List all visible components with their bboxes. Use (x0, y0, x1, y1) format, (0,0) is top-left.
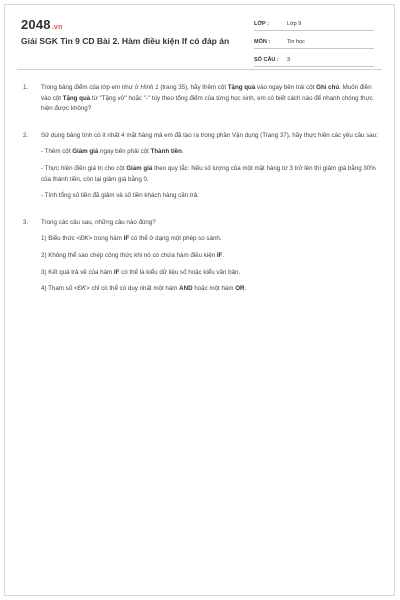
text-run-bold: OR (235, 285, 245, 293)
meta-row-subject (254, 35, 374, 49)
question-1 (5, 83, 394, 115)
logo-main: 2048 (21, 17, 51, 32)
logo-suffix: .vn (51, 24, 63, 31)
meta-info (254, 17, 374, 71)
meta-value: 3 (287, 56, 291, 63)
site-logo[interactable] (21, 17, 62, 32)
text-run: vào ngay bên trái cột (255, 84, 317, 91)
question-3 (5, 218, 394, 295)
sub-item-2 (41, 164, 380, 185)
question-text: Trong các câu sau, những câu nào đúng? (41, 218, 156, 226)
statement-1 (41, 234, 380, 245)
text-run: 2) Không thể sao chép công thức khi nó có chứa hàm điều kiện (41, 251, 217, 259)
statement-4 (41, 284, 380, 295)
document-header (5, 5, 394, 67)
text-run: . (222, 251, 225, 259)
text-run-italic: Hình 1 (140, 84, 159, 91)
header-divider (17, 69, 382, 70)
text-run: 1) Biểu thức (41, 235, 77, 243)
sub-item-3 (41, 191, 380, 202)
text-run-bold: Thành tiền (150, 148, 182, 156)
text-run: có thể ở dạng một phép so sánh. (129, 235, 222, 243)
text-run: trong hàm (92, 235, 124, 243)
meta-label: LỚP : (254, 20, 269, 27)
text-run-italic: <ĐK> (73, 285, 90, 293)
text-run-bold: Tặng quà (227, 84, 256, 91)
text-run: theo quy tắc: Nếu số lượng của một mặt hàng từ 3 trở lên thì giảm giá bằng 30% của thành tiền, còn lại giảm giá bằng 0. (41, 164, 376, 183)
text-run: . Muốn điền vào cột (41, 84, 372, 102)
text-run: ngay bên phải cột (98, 148, 151, 156)
text-run: - Tính tổng số tiền đã giảm và số tiền khách hàng cần trả. (41, 192, 199, 200)
statement-3 (41, 268, 380, 279)
text-run: - Thực hiện điền giá trị cho cột (41, 164, 127, 172)
text-run: (trang 35), hãy thêm cột (158, 84, 228, 91)
text-run: có thể là kiểu dữ liệu số hoặc kiểu văn bản. (119, 268, 241, 276)
text-run: - Thêm cột (41, 148, 73, 156)
question-text: Sử dụng bảng tính có ít nhất 4 mặt hàng mà em đã tạo ra trong phần Vận dụng (Trang 37), hãy thực hiện các yêu cầu sau: (41, 131, 378, 139)
text-run-bold: IF (123, 235, 130, 243)
text-run: Trong bảng điểm của lớp em như ở (41, 84, 141, 91)
meta-value: Lớp 9 (287, 20, 302, 27)
meta-label: SỐ CÂU : (254, 56, 279, 63)
text-run-bold: IF (113, 268, 120, 276)
text-run: chỉ có thể có duy nhất một hàm (89, 285, 180, 293)
text-run: từ "Tặng vở" hoặc "-" tùy theo tổng điểm của từng học sinh, em có biết cách nào để nhanh chóng thực hiện được không? (41, 94, 373, 113)
page-title: Giải SGK Tin 9 CD Bài 2. Hàm điều kiện If có đáp án (21, 36, 230, 46)
text-run: hoặc một hàm (192, 285, 236, 293)
question-text (41, 83, 380, 115)
statement-2 (41, 251, 380, 262)
sub-item-1 (41, 147, 380, 158)
question-number: 2. (23, 131, 29, 139)
text-run-bold: Giảm giá (72, 148, 99, 156)
meta-row-class (254, 17, 374, 31)
question-number: 1. (23, 84, 29, 91)
text-run: . (244, 285, 247, 293)
text-run-italic: <ĐK> (76, 235, 93, 243)
text-run-bold: Ghi chú (316, 84, 340, 91)
text-run: 4) Tham số (41, 285, 74, 293)
question-number: 3. (23, 218, 29, 226)
text-run-bold: Tặng quà (62, 94, 91, 102)
text-run: 3) Kết quả trả về của hàm (41, 268, 114, 276)
question-2 (5, 131, 394, 202)
text-run-bold: IF (216, 251, 223, 259)
question-list (5, 83, 394, 305)
document-page (4, 4, 395, 596)
text-run: . (181, 148, 184, 156)
meta-label: MÔN : (254, 38, 271, 45)
meta-row-count (254, 53, 374, 67)
text-run-bold: AND (179, 285, 193, 293)
text-run-bold: Giảm giá (126, 164, 153, 172)
meta-value: Tin học (287, 38, 305, 45)
